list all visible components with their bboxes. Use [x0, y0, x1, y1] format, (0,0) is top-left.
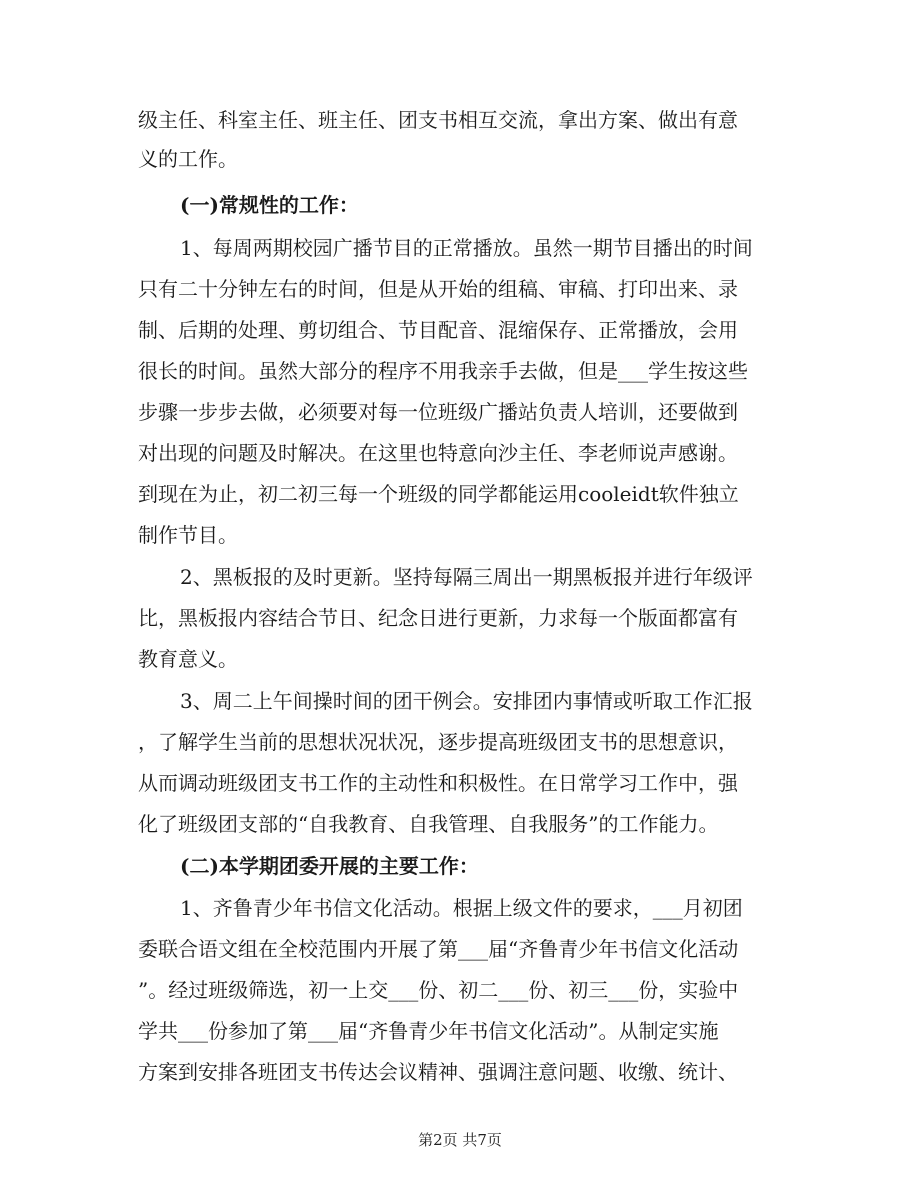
paragraph-line: 委联合语文组在全校范围内开展了第___届“齐鲁青少年书信文化活动 — [138, 937, 739, 961]
page-number-footer: 第2页 共7页 — [418, 1131, 502, 1149]
paragraph-line: 从而调动班级团支书工作的主动性和积极性。在日常学习工作中，强 — [138, 771, 738, 795]
paragraph-line: 到现在为止，初二初三每一个班级的同学都能运用cooleidt软件独立 — [138, 482, 739, 506]
paragraph-line: 义的工作。 — [138, 147, 238, 171]
section-heading-routine-work: (一)常规性的工作： — [180, 193, 359, 217]
paragraph-line: ”。经过班级筛选，初一上交___份、初二___份、初三___份，实验中 — [138, 978, 739, 1002]
paragraph-line: ，了解学生当前的思想状况状况，逐步提高班级团支书的思想意识， — [138, 730, 738, 754]
paragraph-line: 只有二十分钟左右的时间，但是从开始的组稿、审稿、打印出来、录 — [138, 277, 738, 301]
paragraph-line: 1、每周两期校园广播节目的正常播放。虽然一期节目播出的时间 — [180, 236, 753, 260]
paragraph-line: 1、齐鲁青少年书信文化活动。根据上级文件的要求，___月初团 — [180, 896, 743, 920]
section-heading-main-work: (二)本学期团委开展的主要工作： — [180, 854, 479, 878]
paragraph-line: 学共___份参加了第___届“齐鲁青少年书信文化活动”。从制定实施 — [138, 1019, 719, 1043]
paragraph-line: 级主任、科室主任、班主任、团支书相互交流，拿出方案、做出有意 — [138, 108, 738, 132]
paragraph-line: 化了班级团支部的“自我教育、自我管理、自我服务”的工作能力。 — [138, 812, 719, 836]
paragraph-line: 教育意义。 — [138, 647, 238, 671]
paragraph-line: 很长的时间。虽然大部分的程序不用我亲手去做，但是___学生按这些 — [138, 359, 748, 383]
paragraph-line: 对出现的问题及时解决。在这里也特意向沙主任、李老师说声感谢。 — [138, 441, 738, 465]
paragraph-line: 制、后期的处理、剪切组合、节目配音、混缩保存、正常播放，会用 — [138, 318, 738, 342]
paragraph-line: 制作节目。 — [138, 523, 238, 547]
paragraph-line: 3、周二上午间操时间的团干例会。安排团内事情或听取工作汇报 — [180, 689, 753, 713]
paragraph-line: 2、黑板报的及时更新。坚持每隔三周出一期黑板报并进行年级评 — [180, 565, 753, 589]
paragraph-line: 步骤一步步去做，必须要对每一位班级广播站负责人培训，还要做到 — [138, 400, 738, 424]
paragraph-line: 比，黑板报内容结合节日、纪念日进行更新，力求每一个版面都富有 — [138, 606, 738, 630]
paragraph-line: 方案到安排各班团支书传达会议精神、强调注意问题、收缴、统计、 — [138, 1060, 738, 1084]
